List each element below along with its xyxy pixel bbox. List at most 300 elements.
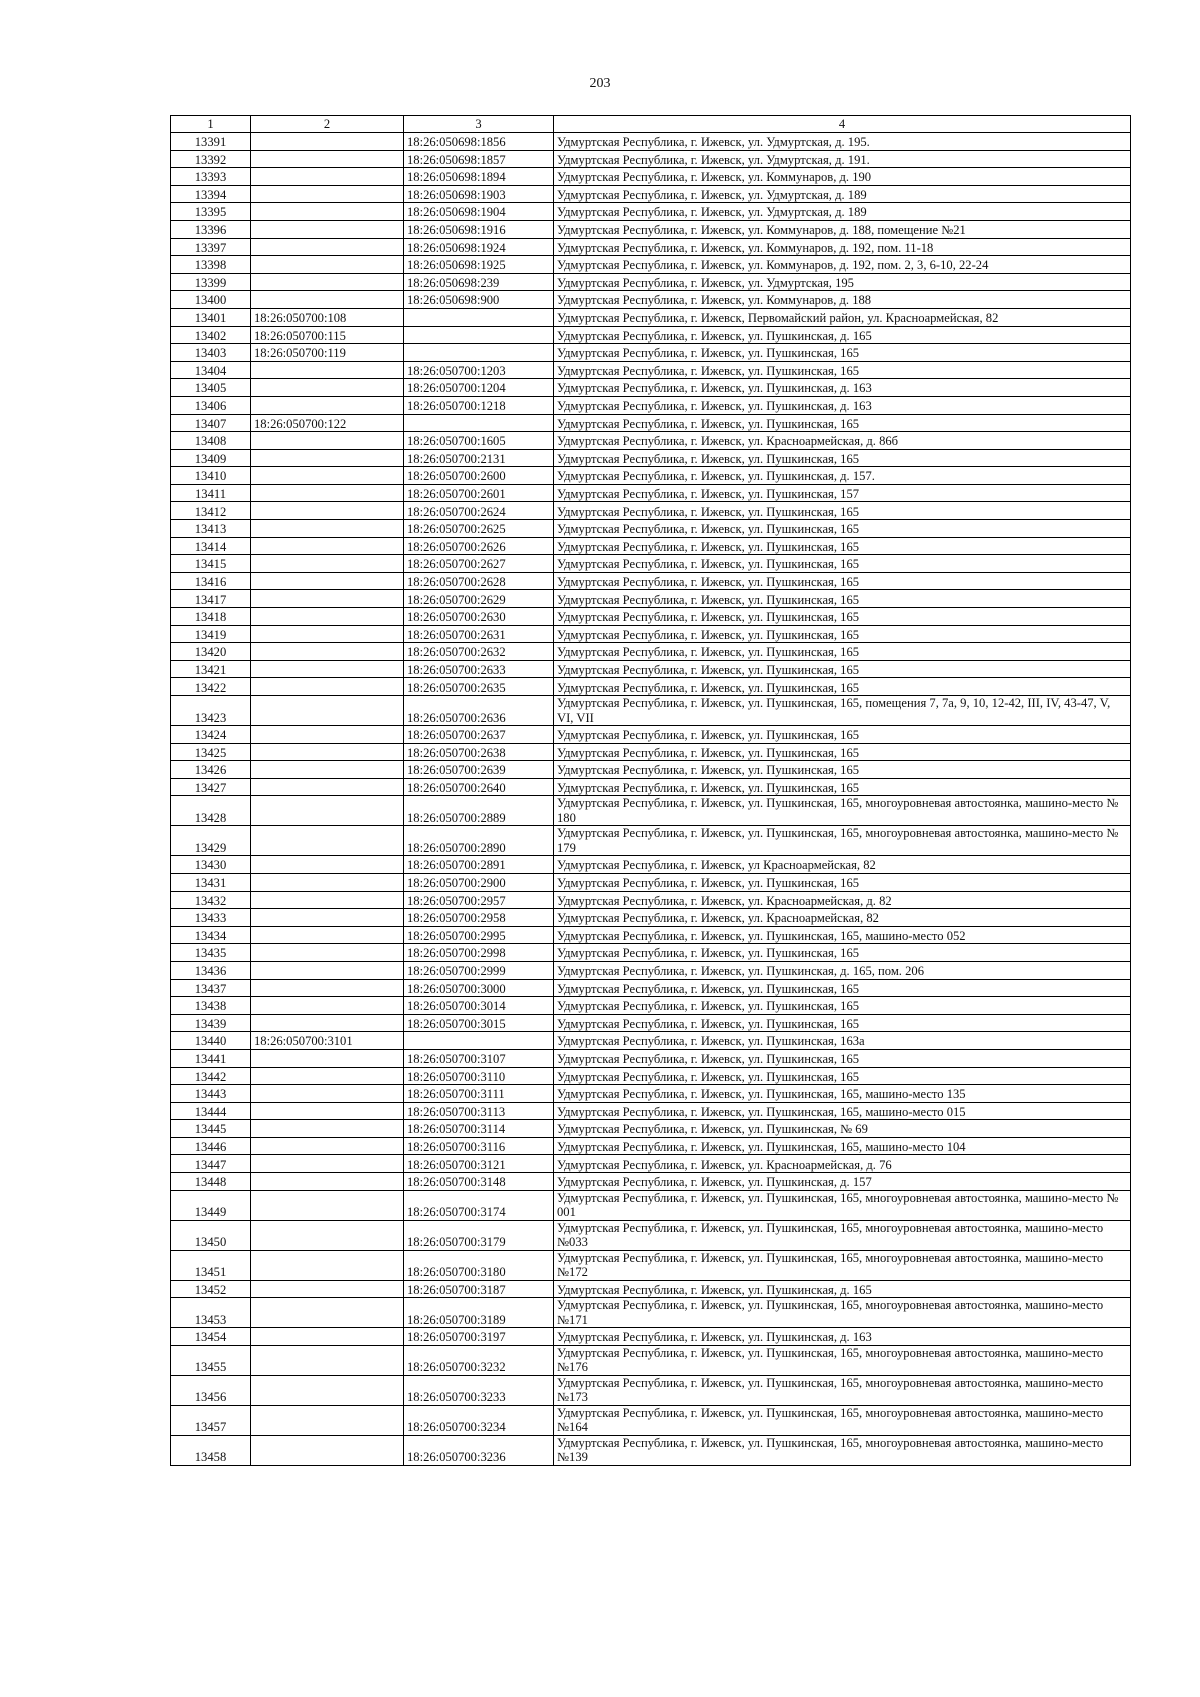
building-cadastral-cell: 18:26:050700:2995: [404, 926, 554, 944]
land-cadastral-cell: [251, 1298, 404, 1328]
row-number-cell: 13415: [171, 555, 251, 573]
address-cell: Удмуртская Республика, г. Ижевск, ул. Пушкинская, 165: [554, 344, 1131, 362]
building-cadastral-cell: 18:26:050700:3197: [404, 1328, 554, 1346]
table-row: [171, 1250, 1131, 1280]
land-cadastral-cell: [251, 502, 404, 520]
row-number-cell: 13416: [171, 572, 251, 590]
land-cadastral-cell: [251, 1345, 404, 1375]
table-row: [171, 696, 1131, 726]
table-row: [171, 1328, 1131, 1346]
land-cadastral-cell: [251, 467, 404, 485]
table-row: [171, 467, 1131, 485]
address-cell: Удмуртская Республика, г. Ижевск, ул. Пушкинская, 165: [554, 778, 1131, 796]
address-cell: Удмуртская Республика, г. Ижевск, ул. Пушкинская, 165: [554, 414, 1131, 432]
address-cell: Удмуртская Республика, г. Ижевск, ул. Пушкинская, 165: [554, 361, 1131, 379]
building-cadastral-cell: 18:26:050700:2958: [404, 909, 554, 927]
row-number-cell: 13399: [171, 273, 251, 291]
address-cell: Удмуртская Республика, г. Ижевск, ул. Пушкинская, 165: [554, 502, 1131, 520]
land-cadastral-cell: [251, 909, 404, 927]
address-cell: Удмуртская Республика, г. Ижевск, ул. Коммунаров, д. 192, пом. 11-18: [554, 238, 1131, 256]
land-cadastral-cell: [251, 291, 404, 309]
table-row: [171, 979, 1131, 997]
address-cell: Удмуртская Республика, г. Ижевск, ул. Красноармейская, д. 86б: [554, 432, 1131, 450]
land-cadastral-cell: [251, 696, 404, 726]
building-cadastral-cell: [404, 1032, 554, 1050]
land-cadastral-cell: [251, 997, 404, 1015]
building-cadastral-cell: 18:26:050700:2957: [404, 891, 554, 909]
land-cadastral-cell: [251, 361, 404, 379]
building-cadastral-cell: 18:26:050698:1925: [404, 256, 554, 274]
table-row: [171, 520, 1131, 538]
address-cell: Удмуртская Республика, г. Ижевск, ул. Пушкинская, 165: [554, 572, 1131, 590]
building-cadastral-cell: 18:26:050698:1894: [404, 168, 554, 186]
table-row: [171, 608, 1131, 626]
address-cell: Удмуртская Республика, г. Ижевск, ул. Пушкинская, 165: [554, 944, 1131, 962]
address-cell: Удмуртская Республика, г. Ижевск, ул. Пушкинская, 165: [554, 1067, 1131, 1085]
address-cell: Удмуртская Республика, г. Ижевск, ул. Пушкинская, № 69: [554, 1120, 1131, 1138]
land-cadastral-cell: [251, 273, 404, 291]
table-row: [171, 555, 1131, 573]
row-number-cell: 13453: [171, 1298, 251, 1328]
land-cadastral-cell: [251, 1405, 404, 1435]
building-cadastral-cell: 18:26:050700:2637: [404, 726, 554, 744]
address-cell: Удмуртская Республика, г. Ижевск, ул. Пушкинская, 165: [554, 449, 1131, 467]
land-cadastral-cell: [251, 555, 404, 573]
row-number-cell: 13451: [171, 1250, 251, 1280]
table-row: [171, 185, 1131, 203]
address-cell: Удмуртская Республика, г. Ижевск, ул. Пушкинская, 165: [554, 625, 1131, 643]
row-number-cell: 13422: [171, 678, 251, 696]
land-cadastral-cell: [251, 1155, 404, 1173]
table-row: [171, 432, 1131, 450]
land-cadastral-cell: [251, 1375, 404, 1405]
address-cell: Удмуртская Республика, г. Ижевск, ул. Пушкинская, 165, помещения 7, 7а, 9, 10, 12-42, III, IV, 43-47, V, VI, VII: [554, 696, 1131, 726]
land-cadastral-cell: [251, 520, 404, 538]
table-row: [171, 590, 1131, 608]
land-cadastral-cell: [251, 643, 404, 661]
land-cadastral-cell: [251, 625, 404, 643]
table-row: [171, 396, 1131, 414]
table-row: [171, 238, 1131, 256]
row-number-cell: 13431: [171, 873, 251, 891]
row-number-cell: 13455: [171, 1345, 251, 1375]
land-cadastral-cell: [251, 961, 404, 979]
table-row: [171, 1102, 1131, 1120]
row-number-cell: 13411: [171, 484, 251, 502]
row-number-cell: 13400: [171, 291, 251, 309]
address-cell: Удмуртская Республика, г. Ижевск, ул. Пушкинская, 165: [554, 726, 1131, 744]
address-cell: Удмуртская Республика, г. Ижевск, ул. Пушкинская, 165: [554, 678, 1131, 696]
row-number-cell: 13441: [171, 1049, 251, 1067]
land-cadastral-cell: [251, 484, 404, 502]
table-row: [171, 726, 1131, 744]
land-cadastral-cell: [251, 449, 404, 467]
address-cell: Удмуртская Республика, г. Ижевск, ул. Коммунаров, д. 190: [554, 168, 1131, 186]
land-cadastral-cell: [251, 1049, 404, 1067]
land-cadastral-cell: [251, 379, 404, 397]
land-cadastral-cell: [251, 944, 404, 962]
table-row: [171, 660, 1131, 678]
table-row: [171, 961, 1131, 979]
building-cadastral-cell: [404, 326, 554, 344]
table-row: [171, 1155, 1131, 1173]
building-cadastral-cell: 18:26:050700:2891: [404, 856, 554, 874]
table-row: [171, 308, 1131, 326]
row-number-cell: 13405: [171, 379, 251, 397]
row-number-cell: 13433: [171, 909, 251, 927]
address-cell: Удмуртская Республика, г. Ижевск, ул. Пушкинская, 165: [554, 660, 1131, 678]
building-cadastral-cell: 18:26:050698:1924: [404, 238, 554, 256]
address-cell: Удмуртская Республика, г. Ижевск, ул. Удмуртская, д. 189: [554, 185, 1131, 203]
address-cell: Удмуртская Республика, г. Ижевск, ул. Пушкинская, 165: [554, 590, 1131, 608]
land-cadastral-cell: [251, 1190, 404, 1220]
row-number-cell: 13406: [171, 396, 251, 414]
address-cell: Удмуртская Республика, г. Ижевск, ул. Пушкинская, 165, многоуровневая автостоянка, машино-место №176: [554, 1345, 1131, 1375]
address-cell: Удмуртская Республика, г. Ижевск, ул. Красноармейская, д. 76: [554, 1155, 1131, 1173]
land-cadastral-cell: [251, 432, 404, 450]
row-number-cell: 13428: [171, 796, 251, 826]
row-number-cell: 13427: [171, 778, 251, 796]
row-number-cell: 13438: [171, 997, 251, 1015]
header-col-2: 2: [251, 116, 404, 133]
row-number-cell: 13437: [171, 979, 251, 997]
address-cell: Удмуртская Республика, г. Ижевск, ул. Пушкинская, д. 165, пом. 206: [554, 961, 1131, 979]
building-cadastral-cell: 18:26:050698:239: [404, 273, 554, 291]
building-cadastral-cell: 18:26:050698:1903: [404, 185, 554, 203]
row-number-cell: 13443: [171, 1085, 251, 1103]
table-row: [171, 168, 1131, 186]
address-cell: Удмуртская Республика, г. Ижевск, ул. Пушкинская, 165, машино-место 135: [554, 1085, 1131, 1103]
land-cadastral-cell: [251, 1102, 404, 1120]
building-cadastral-cell: 18:26:050700:2628: [404, 572, 554, 590]
table-row: [171, 1405, 1131, 1435]
land-cadastral-cell: [251, 133, 404, 151]
land-cadastral-cell: [251, 743, 404, 761]
address-cell: Удмуртская Республика, г. Ижевск, ул. Пушкинская, 165: [554, 1049, 1131, 1067]
table-row: [171, 1435, 1131, 1465]
row-number-cell: 13423: [171, 696, 251, 726]
address-cell: Удмуртская Республика, г. Ижевск, ул. Пушкинская, 165, многоуровневая автостоянка, машино-место №171: [554, 1298, 1131, 1328]
table-row: [171, 326, 1131, 344]
land-cadastral-cell: [251, 1085, 404, 1103]
land-cadastral-cell: [251, 856, 404, 874]
address-cell: Удмуртская Республика, г. Ижевск, ул. Пушкинская, д. 165: [554, 326, 1131, 344]
address-cell: Удмуртская Республика, г. Ижевск, ул. Пушкинская, 165: [554, 761, 1131, 779]
row-number-cell: 13439: [171, 1014, 251, 1032]
address-cell: Удмуртская Республика, г. Ижевск, ул. Пушкинская, 163а: [554, 1032, 1131, 1050]
row-number-cell: 13402: [171, 326, 251, 344]
building-cadastral-cell: 18:26:050700:2627: [404, 555, 554, 573]
land-cadastral-cell: [251, 726, 404, 744]
building-cadastral-cell: 18:26:050700:3233: [404, 1375, 554, 1405]
address-cell: Удмуртская Республика, г. Ижевск, ул. Удмуртская, 195: [554, 273, 1131, 291]
land-cadastral-cell: 18:26:050700:115: [251, 326, 404, 344]
table-row: [171, 909, 1131, 927]
row-number-cell: 13393: [171, 168, 251, 186]
building-cadastral-cell: 18:26:050700:3114: [404, 1120, 554, 1138]
building-cadastral-cell: 18:26:050700:2624: [404, 502, 554, 520]
address-cell: Удмуртская Республика, г. Ижевск, ул. Пушкинская, 165, многоуровневая автостоянка, машино-место № 001: [554, 1190, 1131, 1220]
land-cadastral-cell: [251, 1220, 404, 1250]
building-cadastral-cell: 18:26:050700:3174: [404, 1190, 554, 1220]
table-row: [171, 291, 1131, 309]
building-cadastral-cell: 18:26:050700:2601: [404, 484, 554, 502]
row-number-cell: 13430: [171, 856, 251, 874]
building-cadastral-cell: 18:26:050698:1856: [404, 133, 554, 151]
table-row: [171, 856, 1131, 874]
row-number-cell: 13450: [171, 1220, 251, 1250]
row-number-cell: 13444: [171, 1102, 251, 1120]
row-number-cell: 13454: [171, 1328, 251, 1346]
table-row: [171, 625, 1131, 643]
table-row: [171, 778, 1131, 796]
building-cadastral-cell: 18:26:050700:2999: [404, 961, 554, 979]
land-cadastral-cell: [251, 537, 404, 555]
address-cell: Удмуртская Республика, г. Ижевск, ул. Пушкинская, 165, многоуровневая автостоянка, машино-место №173: [554, 1375, 1131, 1405]
table-row: [171, 743, 1131, 761]
address-cell: Удмуртская Республика, г. Ижевск, ул. Пушкинская, д. 163: [554, 1328, 1131, 1346]
row-number-cell: 13419: [171, 625, 251, 643]
address-cell: Удмуртская Республика, г. Ижевск, ул. Красноармейская, д. 82: [554, 891, 1131, 909]
building-cadastral-cell: 18:26:050700:2889: [404, 796, 554, 826]
building-cadastral-cell: 18:26:050700:3180: [404, 1250, 554, 1280]
table-row: [171, 1345, 1131, 1375]
building-cadastral-cell: 18:26:050700:2631: [404, 625, 554, 643]
row-number-cell: 13442: [171, 1067, 251, 1085]
address-cell: Удмуртская Республика, г. Ижевск, ул. Коммунаров, д. 188: [554, 291, 1131, 309]
land-cadastral-cell: [251, 1173, 404, 1191]
table-row: [171, 1298, 1131, 1328]
table-row: [171, 997, 1131, 1015]
page-number: 203: [589, 76, 611, 91]
building-cadastral-cell: 18:26:050700:3015: [404, 1014, 554, 1032]
land-cadastral-cell: [251, 1120, 404, 1138]
land-cadastral-cell: [251, 1328, 404, 1346]
row-number-cell: 13435: [171, 944, 251, 962]
address-cell: Удмуртская Республика, г. Ижевск, ул. Пушкинская, 165: [554, 743, 1131, 761]
land-cadastral-cell: 18:26:050700:108: [251, 308, 404, 326]
address-cell: Удмуртская Республика, г. Ижевск, ул. Пушкинская, 165: [554, 1014, 1131, 1032]
table-row: [171, 414, 1131, 432]
land-cadastral-cell: [251, 203, 404, 221]
table-row: [171, 256, 1131, 274]
address-cell: Удмуртская Республика, г. Ижевск, ул. Пушкинская, 165: [554, 997, 1131, 1015]
row-number-cell: 13445: [171, 1120, 251, 1138]
building-cadastral-cell: 18:26:050700:2632: [404, 643, 554, 661]
building-cadastral-cell: 18:26:050700:1203: [404, 361, 554, 379]
address-cell: Удмуртская Республика, г. Ижевск, ул. Коммунаров, д. 192, пом. 2, 3, 6-10, 22-24: [554, 256, 1131, 274]
land-cadastral-cell: [251, 220, 404, 238]
land-cadastral-cell: [251, 826, 404, 856]
address-cell: Удмуртская Республика, г. Ижевск, ул. Пушкинская, 165, многоуровневая автостоянка, машино-место №033: [554, 1220, 1131, 1250]
row-number-cell: 13440: [171, 1032, 251, 1050]
address-cell: Удмуртская Республика, г. Ижевск, ул. Пушкинская, 165, многоуровневая автостоянка, машино-место №164: [554, 1405, 1131, 1435]
building-cadastral-cell: 18:26:050700:3236: [404, 1435, 554, 1465]
building-cadastral-cell: 18:26:050700:3234: [404, 1405, 554, 1435]
address-cell: Удмуртская Республика, г. Ижевск, ул. Пушкинская, 165: [554, 537, 1131, 555]
table-row: [171, 1137, 1131, 1155]
building-cadastral-cell: 18:26:050700:2900: [404, 873, 554, 891]
row-number-cell: 13452: [171, 1280, 251, 1298]
building-cadastral-cell: 18:26:050700:2131: [404, 449, 554, 467]
row-number-cell: 13448: [171, 1173, 251, 1191]
table-row: [171, 944, 1131, 962]
address-cell: Удмуртская Республика, г. Ижевск, ул. Пушкинская, 165, многоуровневая автостоянка, машино-место № 180: [554, 796, 1131, 826]
building-cadastral-cell: 18:26:050700:3111: [404, 1085, 554, 1103]
header-col-4: 4: [554, 116, 1131, 133]
table-row: [171, 572, 1131, 590]
row-number-cell: 13417: [171, 590, 251, 608]
land-cadastral-cell: [251, 238, 404, 256]
table-row: [171, 220, 1131, 238]
building-cadastral-cell: 18:26:050700:2998: [404, 944, 554, 962]
table-row: [171, 273, 1131, 291]
land-cadastral-cell: 18:26:050700:119: [251, 344, 404, 362]
building-cadastral-cell: 18:26:050700:3116: [404, 1137, 554, 1155]
row-number-cell: 13420: [171, 643, 251, 661]
building-cadastral-cell: 18:26:050700:1605: [404, 432, 554, 450]
address-cell: Удмуртская Республика, г. Ижевск, ул. Пушкинская, 165: [554, 520, 1131, 538]
address-cell: Удмуртская Республика, г. Ижевск, ул. Пушкинская, 165, многоуровневая автостоянка, машино-место №139: [554, 1435, 1131, 1465]
address-cell: Удмуртская Республика, г. Ижевск, Первомайский район, ул. Красноармейская, 82: [554, 308, 1131, 326]
row-number-cell: 13403: [171, 344, 251, 362]
building-cadastral-cell: 18:26:050700:3189: [404, 1298, 554, 1328]
table-row: [171, 361, 1131, 379]
row-number-cell: 13404: [171, 361, 251, 379]
table-row: [171, 761, 1131, 779]
table-row: [171, 1220, 1131, 1250]
building-cadastral-cell: 18:26:050698:900: [404, 291, 554, 309]
land-cadastral-cell: [251, 761, 404, 779]
building-cadastral-cell: [404, 308, 554, 326]
header-col-1: 1: [171, 116, 251, 133]
row-number-cell: 13409: [171, 449, 251, 467]
table-row: [171, 344, 1131, 362]
address-cell: Удмуртская Республика, г. Ижевск, ул. Красноармейская, 82: [554, 909, 1131, 927]
row-number-cell: 13434: [171, 926, 251, 944]
address-cell: Удмуртская Республика, г. Ижевск, ул. Пушкинская, 165: [554, 608, 1131, 626]
building-cadastral-cell: 18:26:050700:2636: [404, 696, 554, 726]
row-number-cell: 13391: [171, 133, 251, 151]
building-cadastral-cell: 18:26:050700:2633: [404, 660, 554, 678]
table-row: [171, 926, 1131, 944]
table-row: [171, 1280, 1131, 1298]
land-cadastral-cell: [251, 1250, 404, 1280]
row-number-cell: 13414: [171, 537, 251, 555]
address-cell: Удмуртская Республика, г. Ижевск, ул. Пушкинская, 165: [554, 873, 1131, 891]
address-cell: Удмуртская Республика, г. Ижевск, ул. Пушкинская, 165: [554, 979, 1131, 997]
row-number-cell: 13429: [171, 826, 251, 856]
row-number-cell: 13436: [171, 961, 251, 979]
land-cadastral-cell: [251, 1280, 404, 1298]
table-row: [171, 678, 1131, 696]
row-number-cell: 13418: [171, 608, 251, 626]
land-cadastral-cell: [251, 796, 404, 826]
table-row: [171, 826, 1131, 856]
address-cell: Удмуртская Республика, г. Ижевск, ул. Пушкинская, 165, многоуровневая автостоянка, машино-место №172: [554, 1250, 1131, 1280]
land-cadastral-cell: [251, 660, 404, 678]
building-cadastral-cell: [404, 344, 554, 362]
land-cadastral-cell: 18:26:050700:3101: [251, 1032, 404, 1050]
land-cadastral-cell: [251, 608, 404, 626]
address-cell: Удмуртская Республика, г. Ижевск, ул. Пушкинская, д. 163: [554, 396, 1131, 414]
land-cadastral-cell: [251, 873, 404, 891]
address-cell: Удмуртская Республика, г. Ижевск, ул Красноармейская, 82: [554, 856, 1131, 874]
table-row: [171, 1014, 1131, 1032]
row-number-cell: 13407: [171, 414, 251, 432]
building-cadastral-cell: 18:26:050700:3187: [404, 1280, 554, 1298]
table-row: [171, 1375, 1131, 1405]
table-row: [171, 1032, 1131, 1050]
address-cell: Удмуртская Республика, г. Ижевск, ул. Пушкинская, д. 165: [554, 1280, 1131, 1298]
table-header: [171, 116, 1131, 133]
building-cadastral-cell: 18:26:050700:2600: [404, 467, 554, 485]
building-cadastral-cell: 18:26:050698:1857: [404, 150, 554, 168]
table-row: [171, 1173, 1131, 1191]
table-row: [171, 1085, 1131, 1103]
building-cadastral-cell: 18:26:050700:2639: [404, 761, 554, 779]
row-number-cell: 13456: [171, 1375, 251, 1405]
header-row: [171, 116, 1131, 133]
table-row: [171, 891, 1131, 909]
row-number-cell: 13449: [171, 1190, 251, 1220]
table-row: [171, 1120, 1131, 1138]
row-number-cell: 13426: [171, 761, 251, 779]
table-row: [171, 537, 1131, 555]
land-cadastral-cell: [251, 150, 404, 168]
land-cadastral-cell: [251, 678, 404, 696]
table-row: [171, 1190, 1131, 1220]
address-cell: Удмуртская Республика, г. Ижевск, ул. Пушкинская, 165, многоуровневая автостоянка, машино-место № 179: [554, 826, 1131, 856]
land-cadastral-cell: [251, 1137, 404, 1155]
row-number-cell: 13425: [171, 743, 251, 761]
address-cell: Удмуртская Республика, г. Ижевск, ул. Удмуртская, д. 195.: [554, 133, 1131, 151]
table-row: [171, 502, 1131, 520]
address-cell: Удмуртская Республика, г. Ижевск, ул. Пушкинская, 165: [554, 643, 1131, 661]
table-row: [171, 203, 1131, 221]
row-number-cell: 13446: [171, 1137, 251, 1155]
address-cell: Удмуртская Республика, г. Ижевск, ул. Пушкинская, 157: [554, 484, 1131, 502]
table-row: [171, 449, 1131, 467]
land-cadastral-cell: [251, 256, 404, 274]
row-number-cell: 13401: [171, 308, 251, 326]
table-row: [171, 873, 1131, 891]
row-number-cell: 13408: [171, 432, 251, 450]
land-cadastral-cell: [251, 778, 404, 796]
row-number-cell: 13397: [171, 238, 251, 256]
land-cadastral-cell: [251, 590, 404, 608]
building-cadastral-cell: 18:26:050700:2640: [404, 778, 554, 796]
row-number-cell: 13412: [171, 502, 251, 520]
row-number-cell: 13394: [171, 185, 251, 203]
address-cell: Удмуртская Республика, г. Ижевск, ул. Пушкинская, д. 163: [554, 379, 1131, 397]
registry-table: [170, 115, 1131, 1466]
table-row: [171, 484, 1131, 502]
table-row: [171, 796, 1131, 826]
building-cadastral-cell: 18:26:050698:1904: [404, 203, 554, 221]
table-row: [171, 1067, 1131, 1085]
address-cell: Удмуртская Республика, г. Ижевск, ул. Пушкинская, д. 157: [554, 1173, 1131, 1191]
building-cadastral-cell: 18:26:050700:2890: [404, 826, 554, 856]
land-cadastral-cell: [251, 185, 404, 203]
table-row: [171, 150, 1131, 168]
address-cell: Удмуртская Республика, г. Ижевск, ул. Удмуртская, д. 189: [554, 203, 1131, 221]
building-cadastral-cell: 18:26:050698:1916: [404, 220, 554, 238]
land-cadastral-cell: [251, 926, 404, 944]
row-number-cell: 13432: [171, 891, 251, 909]
land-cadastral-cell: [251, 396, 404, 414]
building-cadastral-cell: 18:26:050700:3107: [404, 1049, 554, 1067]
